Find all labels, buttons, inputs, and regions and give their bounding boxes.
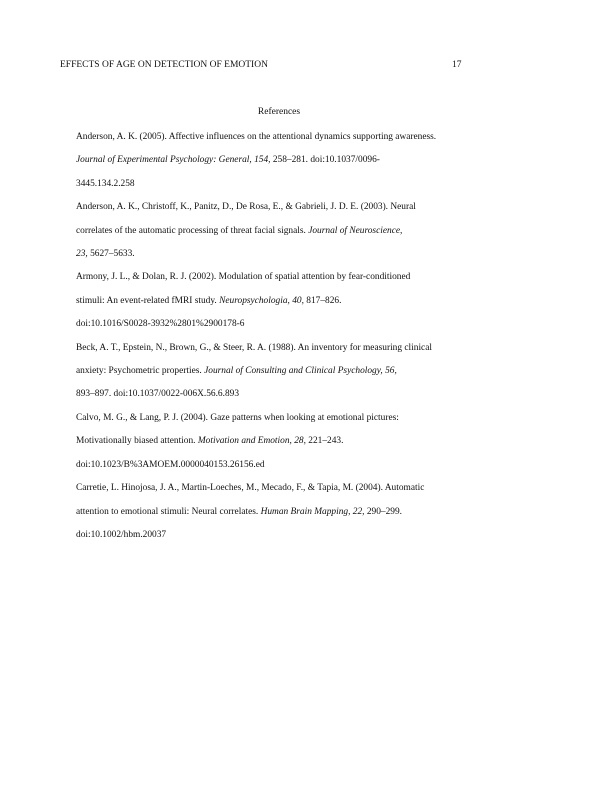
reference-line: stimuli: An event-related fMRI study. Neuropsychologia, 40, 817–826. (76, 295, 342, 306)
reference-entry (76, 477, 476, 547)
reference-line: Anderson, A. K., Christoff, K., Panitz, D., De Rosa, E., & Gabrieli, J. D. E. (2003). Neural (76, 202, 416, 213)
reference-line: Journal of Experimental Psychology: General, 154, 258–281. doi:10.1037/0096- (76, 155, 380, 166)
page-number: 17 (452, 60, 462, 70)
reference-line: correlates of the automatic processing of threat facial signals. Journal of Neuroscience, (76, 225, 403, 236)
reference-line: doi:10.1023/B%3AMOEM.0000040153.26156.ed (76, 459, 265, 470)
reference-line: 23, 5627–5633. (76, 249, 135, 260)
reference-line: Carretie, L. Hinojosa, J. A., Martin-Loeches, M., Mecado, F., & Tapia, M. (2004). Automatic (76, 483, 425, 494)
reference-line: Calvo, M. G., & Lang, P. J. (2004). Gaze patterns when looking at emotional pictures: (76, 412, 399, 423)
reference-line: doi:10.1002/hbm.20037 (76, 529, 167, 540)
reference-line: 3445.134.2.258 (76, 178, 135, 189)
reference-line: Beck, A. T., Epstein, N., Brown, G., & Steer, R. A. (1988). An inventory for measuring clinical (76, 342, 432, 353)
reference-line: 893–897. doi:10.1037/0022-006X.56.6.893 (76, 389, 240, 400)
reference-entry (76, 266, 476, 336)
reference-entry (76, 407, 476, 477)
reference-line: Anderson, A. K. (2005). Affective influences on the attentional dynamics supporting awareness. (76, 132, 437, 142)
reference-line: Armony, J. L., & Dolan, R. J. (2002). Modulation of spatial attention by fear-conditioned (76, 272, 411, 283)
reference-line: anxiety: Psychometric properties. Journal of Consulting and Clinical Psychology, 56, (76, 366, 397, 377)
section-title: References (257, 107, 301, 117)
reference-list (76, 126, 476, 547)
running-head: EFFECTS OF AGE ON DETECTION OF EMOTION (60, 60, 268, 70)
reference-entry (76, 196, 476, 266)
reference-line: doi:10.1016/S0028-3932%2801%2900178-6 (76, 319, 245, 330)
reference-line: Motivationally biased attention. Motivation and Emotion, 28, 221–243. (76, 436, 344, 447)
reference-entry (76, 337, 476, 407)
reference-entry (76, 126, 476, 196)
reference-line: attention to emotional stimuli: Neural correlates. Human Brain Mapping, 22, 290–299. (76, 506, 402, 517)
